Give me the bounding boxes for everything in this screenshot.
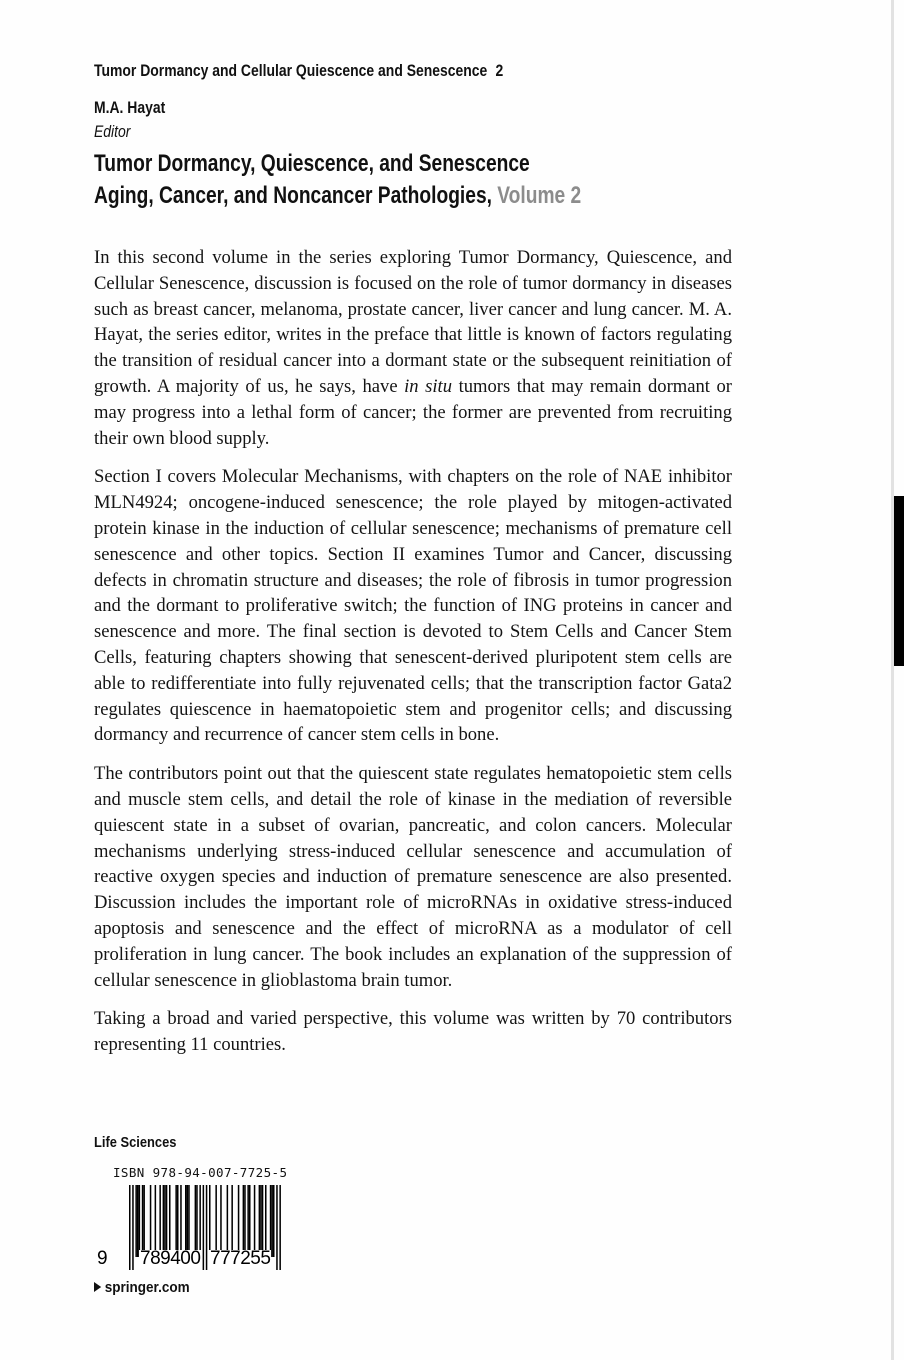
barcode-bar <box>166 1185 168 1257</box>
barcode-guard-bar <box>203 1185 205 1270</box>
barcode-bar <box>139 1185 141 1257</box>
barcode-bar <box>259 1185 261 1257</box>
book-title-line-2 <box>94 180 581 212</box>
barcode-bar <box>143 1185 145 1257</box>
barcode-guard-bar <box>276 1185 278 1270</box>
barcode-bar <box>199 1185 201 1257</box>
barcode-bar <box>187 1185 189 1257</box>
barcode-bar <box>227 1185 229 1257</box>
blurb-paragraph-1 <box>94 245 732 451</box>
barcode-bar <box>238 1185 240 1257</box>
spine-edge-line <box>891 0 894 1360</box>
barcode-bar <box>231 1185 233 1257</box>
barcode-bar <box>260 1185 262 1257</box>
barcode-bar <box>177 1185 179 1257</box>
barcode-bar <box>273 1185 275 1257</box>
barcode-bar <box>163 1185 165 1257</box>
barcode-bar <box>196 1185 198 1257</box>
barcode-bar <box>249 1185 251 1257</box>
book-subtitle: Aging, Cancer, and Noncancer Pathologies, <box>94 182 492 209</box>
barcode-bar <box>270 1185 272 1257</box>
barcode-bar <box>159 1185 161 1257</box>
volume-label: Volume 2 <box>497 182 582 209</box>
barcode-bar <box>188 1185 190 1257</box>
book-title-line-1: Tumor Dormancy, Quiescence, and Senescence <box>94 150 530 177</box>
publisher-link[interactable] <box>94 1279 190 1296</box>
thumb-index-tab <box>894 496 904 666</box>
series-title <box>94 61 503 81</box>
barcode-bar <box>175 1185 177 1257</box>
barcode-guard-bar <box>279 1185 281 1270</box>
barcode-bar <box>150 1185 152 1257</box>
editor-role: Editor <box>94 122 131 141</box>
barcode-guard-bar <box>129 1185 131 1270</box>
barcode-bar <box>220 1185 222 1257</box>
barcode-bar <box>271 1185 273 1257</box>
triangle-right-icon <box>94 1282 101 1292</box>
book-title <box>94 148 581 212</box>
barcode-guard-bar <box>206 1185 208 1270</box>
barcode-bar <box>135 1185 137 1257</box>
barcode-bar <box>209 1185 211 1257</box>
editor-name: M.A. Hayat <box>94 98 166 117</box>
barcode-first-digit: 9 <box>97 1248 108 1269</box>
blurb-paragraph-2: Section I covers Molecular Mechanisms, with chapters on the role of NAE inhibitor MLN4924; oncogene-induced senescence; the role played by mitogen-activated protein kinase in the induction of cellular senescence; mechanisms of premature cell senescence and other topics. Section II examines Tumor and Cancer, discussing defects in chromatin structure and diseases; the role of fibrosis in tumor progression and the dormant to proliferative switch; the function of ING proteins in cancer and senescence and more. The final section is devoted to Stem Cells and Cancer Stem Cells, featuring chapters showing that senescent-derived pluripotent stem cells are able to redifferentiate into fully rejuvenated cells; that the transcription factor Gata2 regulates quiescence in haematopoietic stem and progenitor cells; and discussing dormancy and recurrence of cancer stem cells in bone. <box>94 466 732 746</box>
barcode-right-digits: 777255 <box>210 1248 271 1269</box>
blurb-paragraph-4: Taking a broad and varied perspective, this volume was written by 70 contributors representing 11 countries. <box>94 1008 732 1056</box>
barcode-bar <box>185 1185 187 1257</box>
blurb-p1-text-b: tumors that may remain dormant or may progress into a lethal form of cancer; the former are prevented from recruiting their own blood supply. <box>94 375 732 449</box>
barcode-bar <box>137 1185 139 1257</box>
barcode-bar <box>262 1185 264 1257</box>
barcode-bar <box>265 1185 267 1257</box>
barcode-guard-bar <box>132 1185 134 1270</box>
series-title-text: Tumor Dormancy and Cellular Quiescence and Senescence <box>94 61 488 80</box>
publisher-url: springer.com <box>104 1279 190 1296</box>
barcode-bar <box>244 1185 246 1257</box>
barcode-bar <box>195 1185 197 1257</box>
barcode-bar <box>155 1185 157 1257</box>
barcode-bar <box>215 1185 217 1257</box>
barcode-bar <box>142 1185 144 1257</box>
blurb <box>94 245 732 1071</box>
blurb-p1-text-a: In this second volume in the series exploring Tumor Dormancy, Quiescence, and Cellular Senescence, discussion is focused on the role of tumor dormancy in diseases such as breast cancer, melanoma, prostate cancer, liver cancer and lung cancer. M. A. Hayat, the series editor, writes in the preface that little is known of factors regulating the transition of residual cancer into a dormant state or the subsequent reinitiation of growth. A majority of us, he says, have <box>94 247 732 397</box>
barcode-bar <box>254 1185 256 1257</box>
blurb-paragraph-3: The contributors point out that the quiescent state regulates hematopoietic stem cells and muscle stem cells, and detail the role of kinase in the mediation of reversible quiescent state in a subset of ovarian, pancreatic, and colon cancers. Molecular mechanisms underlying stress-induced cellular senescence and accumulation of reactive oxygen species and induction of premature senescence are also presented. Discussion includes the important role of microRNAs in oxidative stress-induced apoptosis and senescence and the effect of microRNA as a modulator of cell proliferation in lung cancer. The book includes an explanation of the suppression of cellular senescence in glioblastoma brain tumor. <box>94 763 732 991</box>
subject-category: Life Sciences <box>94 1134 177 1151</box>
blurb-p1-italic: in situ <box>404 375 453 397</box>
barcode-bar <box>243 1185 245 1257</box>
barcode-bar <box>247 1185 249 1257</box>
barcode-bar <box>164 1185 166 1257</box>
barcode-bar <box>180 1185 182 1257</box>
barcode-bar <box>169 1185 171 1257</box>
series-number: 2 <box>495 61 504 80</box>
barcode-left-digits: 789400 <box>140 1248 201 1269</box>
isbn-label: ISBN 978-94-007-7725-5 <box>113 1165 288 1180</box>
